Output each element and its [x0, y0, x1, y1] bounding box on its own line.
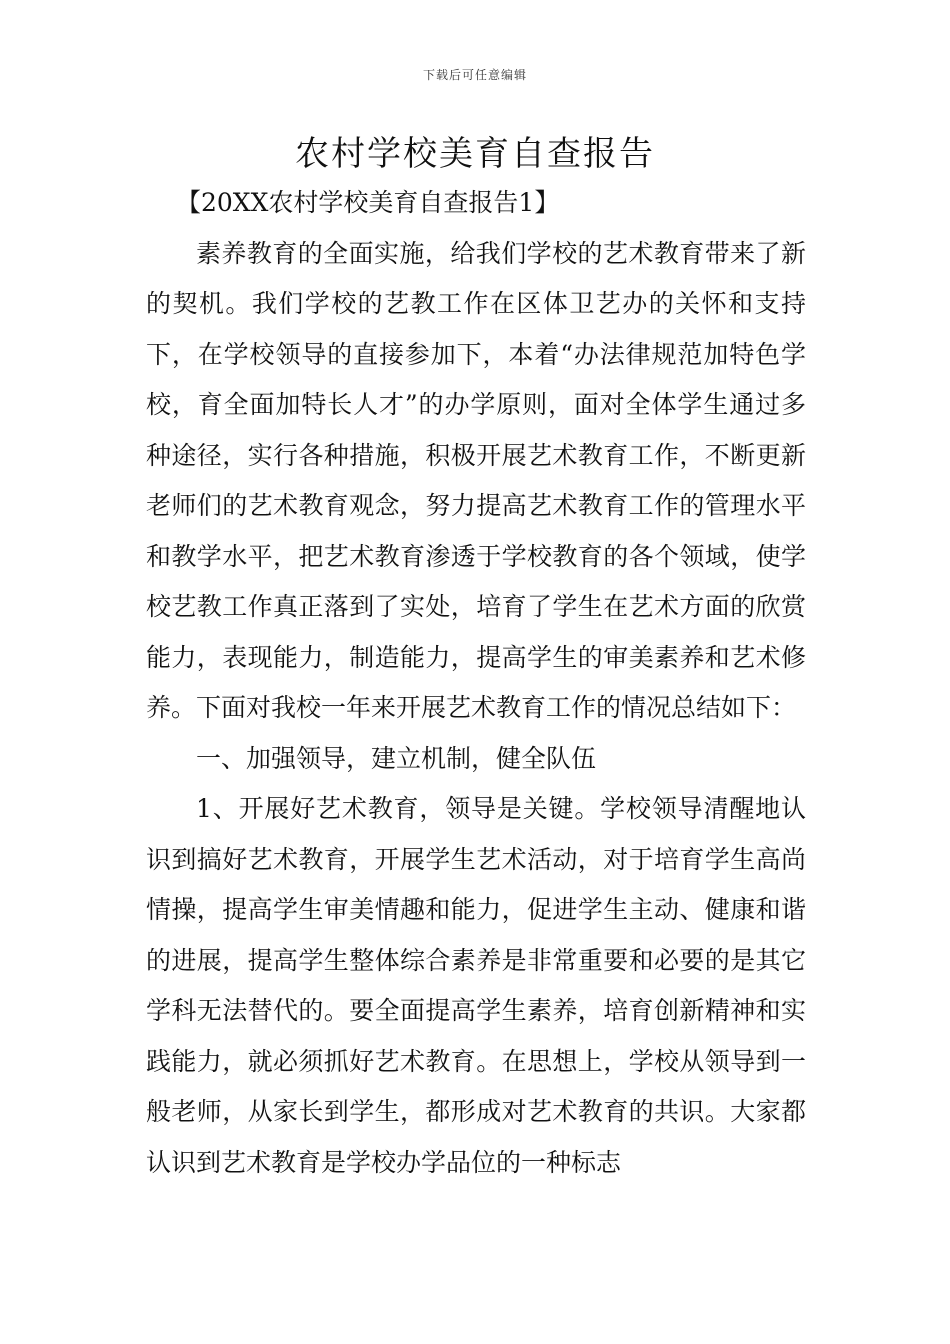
document-title: 农村学校美育自查报告: [295, 134, 655, 174]
section-heading: 一、加强领导，建立机制，健全队伍: [196, 743, 597, 773]
document-body: [146, 178, 806, 1188]
header-note: 下载后可任意编辑: [422, 68, 527, 82]
paragraph-leadership: 1、开展好艺术教育，领导是关键。学校领导清醒地认识到搞好艺术教育，开展学生艺术活动，对于培育学生高尚情操，提高学生审美情趣和能力，促进学生主动、健康和谐的进展，提高学生整体综合素养是非常重要和必要的是其它学科无法替代的。要全面提高学生素养，培育创新精神和实践能力，就必须抓好艺术教育。在思想上，学校从领导到一般老师，从家长到学生，都形成对艺术教育的共识。大家都认识到艺术教育是学校办学品位的一种标志: [146, 794, 806, 1177]
document-subtitle: 【20XX农村学校美育自查报告1】: [176, 188, 560, 217]
paragraph-intro: 素养教育的全面实施，给我们学校的艺术教育带来了新的契机。我们学校的艺教工作在区体卫艺办的关怀和支持下，在学校领导的直接参加下，本着“办法律规范加特色学校，育全面加特长人才”的办学原则，面对全体学生通过多种途径，实行各种措施，积极开展艺术教育工作，不断更新老师们的艺术教育观念，努力提高艺术教育工作的管理水平和教学水平，把艺术教育渗透于学校教育的各个领域，使学校艺教工作真正落到了实处，培育了学生在艺术方面的欣赏能力，表现能力，制造能力，提高学生的审美素养和艺术修养。下面对我校一年来开展艺术教育工作的情况总结如下：: [146, 238, 806, 722]
